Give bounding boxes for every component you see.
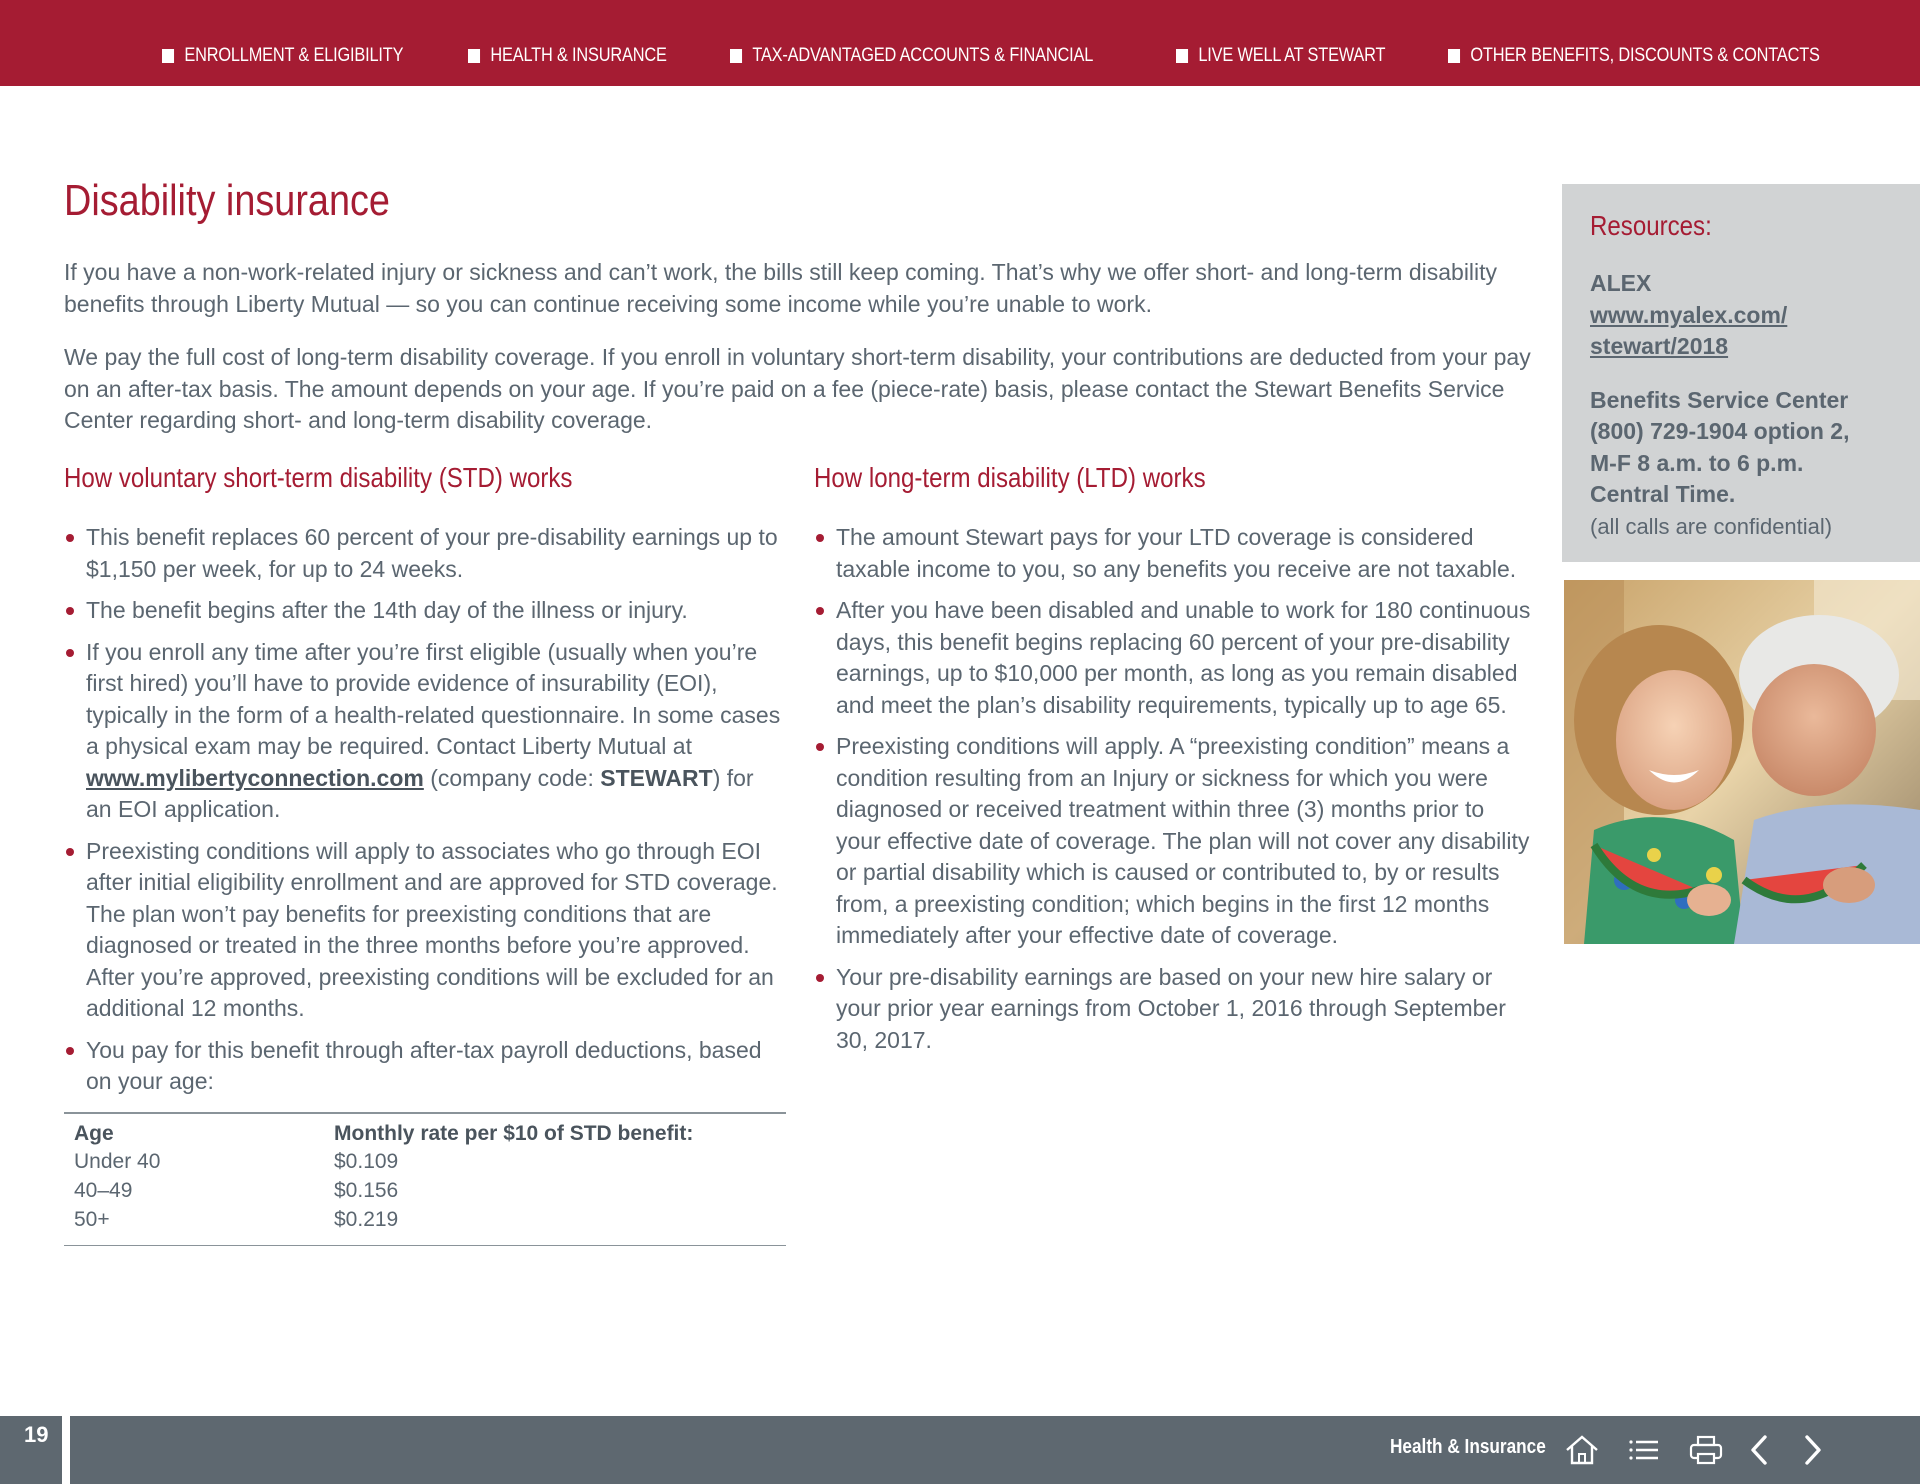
std-bullet-preexisting: Preexisting conditions will apply to associates who go through EOI after initial eligibility enrollment and are approved for STD coverage. The plan won’t pay benefits for preexisting conditions that are diagnosed or treated in the three months before you’re approved. After you’re approved, preexisting conditions will be excluded for an additional 12 months. xyxy=(64,836,784,1025)
square-bullet-icon xyxy=(468,49,480,63)
rate-cell: $0.219 xyxy=(334,1207,399,1231)
std-bullet-benefit-amount: This benefit replaces 60 percent of your pre-disability earnings up to $1,150 per week, for up to 24 weeks. xyxy=(64,522,784,585)
ltd-bullet-preexisting: Preexisting conditions will apply. A “preexisting condition” means a condition resulting from an Injury or sickness for which you were diagnosed or received treatment within three (3) months prior to your effective date of coverage. The plan will not cover any disability or partial disability which is caused or contributed to, by or results from, a preexisting condition; which begins in the first 12 months immediately after your effective date of coverage. xyxy=(814,731,1534,952)
std-bullet-payment: You pay for this benefit through after-tax payroll deductions, based on your age: xyxy=(64,1035,784,1098)
std-eoi-text-mid: (company code: xyxy=(423,764,601,791)
std-bullet-start: The benefit begins after the 14th day of the illness or injury. xyxy=(64,595,784,627)
column-header-age: Age xyxy=(74,1122,114,1145)
resources-sidebar xyxy=(1562,184,1920,562)
nav-item-label: TAX-ADVANTAGED ACCOUNTS & FINANCIAL xyxy=(752,45,1094,66)
grandfather-girl-watermelon-photo xyxy=(1564,580,1920,944)
nav-item-label: LIVE WELL AT STEWART xyxy=(1198,45,1386,66)
age-cell: 50+ xyxy=(74,1207,110,1231)
age-cell: 40–49 xyxy=(74,1178,133,1202)
table-header-row xyxy=(64,1113,786,1146)
age-cell: Under 40 xyxy=(74,1149,161,1173)
square-bullet-icon xyxy=(1448,49,1460,63)
table-row xyxy=(64,1204,786,1246)
benefits-service-center-note: (all calls are confidential) xyxy=(1590,513,1833,539)
page-number-divider xyxy=(62,1416,70,1484)
intro-paragraph-2: We pay the full cost of long-term disability coverage. If you enroll in voluntary short-term disability, your contributions are deducted from your pay on an after-tax basis. The amount depends on your age. If you’re paid on a fee (piece-rate) basis, please contact the Stewart Benefits Service Center regarding short- and long-term disability coverage. xyxy=(64,344,1531,433)
nav-item-label: ENROLLMENT & ELIGIBILITY xyxy=(184,45,404,66)
ltd-bullet-benefit: After you have been disabled and unable to work for 180 continuous days, this benefit begins replacing 60 percent of your pre-disability earnings, up to $10,000 per month, as long as you remain disabled and meet the plan’s disability requirements, typically up to age 65. xyxy=(814,595,1534,721)
std-rates-table xyxy=(64,1112,786,1246)
nav-item-label: HEALTH & INSURANCE xyxy=(490,45,667,66)
intro-paragraph-1: If you have a non-work-related injury or sickness and can’t work, the bills still keep coming. That’s why we offer short- and long-term disability benefits through Liberty Mutual — so you can continue receiving some income while you’re unable to work. xyxy=(64,259,1498,317)
nav-item-live-well[interactable] xyxy=(1176,44,1385,68)
footer-bar xyxy=(0,1416,1920,1484)
list-icon[interactable] xyxy=(1624,1430,1664,1470)
rate-cell: $0.156 xyxy=(334,1178,399,1202)
column-header-rate: Monthly rate per $10 of STD benefit: xyxy=(334,1122,694,1145)
square-bullet-icon xyxy=(162,49,174,63)
home-icon[interactable] xyxy=(1562,1430,1602,1470)
alex-link-line-2: stewart/2018 xyxy=(1590,333,1729,359)
ltd-bullet-earnings: Your pre-disability earnings are based on your new hire salary or your prior year earnings from October 1, 2016 through September 30, 2017. xyxy=(814,962,1534,1057)
page-number: 19 xyxy=(0,1416,62,1484)
nav-item-tax-advantaged-accounts[interactable] xyxy=(730,44,1093,68)
footer-section-label: Health & Insurance xyxy=(1390,1436,1546,1458)
table-row xyxy=(64,1175,786,1204)
nav-item-other-benefits[interactable] xyxy=(1448,44,1820,68)
alex-link[interactable] xyxy=(1590,300,1900,363)
chevron-right-icon[interactable] xyxy=(1792,1430,1832,1470)
benefits-service-center-name: Benefits Service Center xyxy=(1590,386,1849,413)
std-section xyxy=(64,462,784,1108)
ltd-bullet-list xyxy=(814,522,1534,1056)
std-bullet-eoi xyxy=(64,637,784,826)
resources-title: Resources: xyxy=(1590,210,1712,241)
chevron-left-icon[interactable] xyxy=(1740,1430,1780,1470)
nav-item-enrollment-eligibility[interactable] xyxy=(162,44,403,68)
ltd-heading: How long-term disability (LTD) works xyxy=(814,462,1206,493)
benefits-service-center-phone: (800) 729-1904 option 2, xyxy=(1590,418,1850,444)
print-icon[interactable] xyxy=(1686,1430,1726,1470)
alex-label: ALEX xyxy=(1590,270,1652,296)
table-row xyxy=(64,1146,786,1175)
ltd-bullet-taxable: The amount Stewart pays for your LTD coverage is considered taxable income to you, so any benefits you receive are not taxable. xyxy=(814,522,1534,585)
square-bullet-icon xyxy=(1176,49,1188,63)
liberty-connection-link[interactable]: www.mylibertyconnection.com xyxy=(86,764,424,791)
nav-item-health-insurance[interactable] xyxy=(468,44,667,68)
top-navigation-bar xyxy=(0,0,1920,86)
std-bullet-list xyxy=(64,522,784,1098)
company-code: STEWART xyxy=(600,764,713,791)
std-heading: How voluntary short-term disability (STD) works xyxy=(64,462,573,493)
rate-cell: $0.109 xyxy=(334,1149,399,1173)
ltd-section xyxy=(814,462,1534,1066)
page-title: Disability insurance xyxy=(64,176,390,225)
nav-item-label: OTHER BENEFITS, DISCOUNTS & CONTACTS xyxy=(1470,45,1820,66)
alex-link-line-1: www.myalex.com/ xyxy=(1590,301,1788,328)
benefits-service-center-timezone: Central Time. xyxy=(1590,481,1736,507)
benefits-service-center-hours: M-F 8 a.m. to 6 p.m. xyxy=(1590,449,1804,476)
std-eoi-text: If you enroll any time after you’re first eligible (usually when you’re first hired) you’ll have to provide evidence of insurability (EOI), typically in the form of a health-related questionnaire. In some cases a physical exam may be required. Contact Liberty Mutual at xyxy=(86,638,781,759)
std-eoi-text-end: ) for an EOI application. xyxy=(86,764,754,822)
square-bullet-icon xyxy=(730,49,742,63)
